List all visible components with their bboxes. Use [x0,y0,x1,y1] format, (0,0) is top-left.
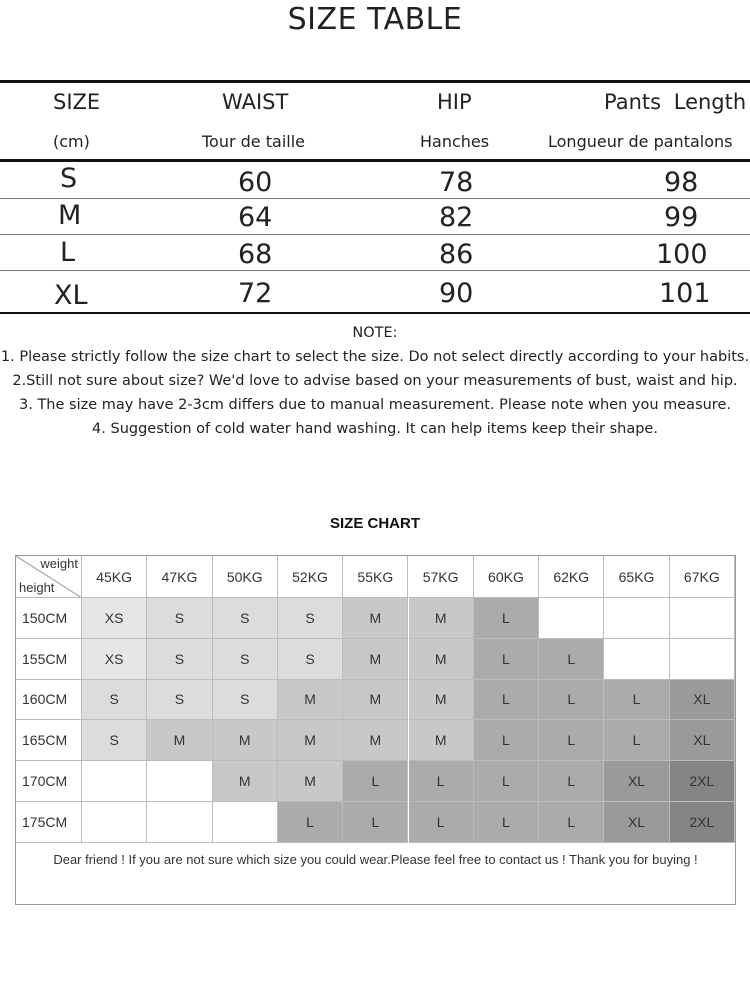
size-cell: M [278,680,343,721]
header-hip-fr: Hanches [420,132,490,151]
size-cell: M [213,720,278,761]
size-cell: S [147,680,212,721]
size-cell: L [278,802,343,843]
size-cell: M [213,761,278,802]
size-cell: L [604,720,669,761]
size-cell: M [278,720,343,761]
size-cell: L [409,802,474,843]
size-table-title: SIZE TABLE [287,2,463,37]
header-hip: HIP [437,90,472,114]
note-line: 4. Suggestion of cold water hand washing. It can help items keep their shape. [92,421,658,437]
size-cell [147,761,212,802]
size-cell: L [539,761,604,802]
size-cell: M [343,639,408,680]
size-cell: M [278,761,343,802]
size-cell: XS [82,639,147,680]
row-size: L [60,237,76,268]
header-pants-length: Pants Length [604,90,747,114]
row-waist: 68 [238,239,273,270]
size-cell: L [474,598,539,639]
size-chart-grid [15,555,736,905]
size-cell [82,802,147,843]
height-label: 170CM [16,761,82,802]
header-waist-fr: Tour de taille [202,132,305,151]
size-cell [604,598,669,639]
size-cell: L [474,639,539,680]
row-size: M [58,200,82,231]
size-chart-title: SIZE CHART [330,515,420,532]
size-cell: M [409,720,474,761]
chart-corner [16,556,82,598]
weight-header: 62KG [539,556,604,598]
size-cell: L [409,761,474,802]
row-hip: 90 [439,278,474,309]
size-cell [670,598,735,639]
size-cell [539,598,604,639]
header-pants-length-fr: Longueur de pantalons [548,132,733,151]
chart-footer-message: Dear friend ! If you are not sure which size you could wear.Please feel free to contact us ! Thank you for buying ! [53,852,698,867]
weight-header: 65KG [604,556,669,598]
header-size: SIZE [53,90,101,114]
row-hip: 78 [439,167,474,198]
size-cell: L [539,720,604,761]
table-bottom-rule [0,312,750,314]
header-size-unit: (cm) [53,132,90,151]
size-cell: L [343,802,408,843]
size-cell: S [213,680,278,721]
size-cell [213,802,278,843]
size-cell: M [147,720,212,761]
size-cell [604,639,669,680]
row-length: 101 [659,278,711,309]
weight-header: 57KG [409,556,474,598]
height-label: 150CM [16,598,82,639]
row-hip: 82 [439,202,474,233]
height-label: 160CM [16,680,82,721]
size-cell: M [409,639,474,680]
size-cell: L [474,802,539,843]
corner-height-label: height [19,580,55,595]
height-label: 165CM [16,720,82,761]
size-cell: L [474,680,539,721]
row-length: 99 [664,202,699,233]
row-waist: 60 [238,167,273,198]
table-top-rule [0,80,750,83]
height-label: 155CM [16,639,82,680]
size-cell [670,639,735,680]
note-line: 3. The size may have 2-3cm differs due to manual measurement. Please note when you measure. [19,397,731,413]
size-cell: S [147,598,212,639]
size-cell: L [474,761,539,802]
weight-header: 47KG [147,556,212,598]
size-cell: XL [604,802,669,843]
row-length: 98 [664,167,699,198]
size-cell: L [539,639,604,680]
size-cell: S [213,598,278,639]
size-cell: M [409,680,474,721]
size-cell: XL [604,761,669,802]
size-cell: L [539,680,604,721]
header-waist: WAIST [222,90,289,114]
weight-header: 50KG [213,556,278,598]
size-cell: L [343,761,408,802]
size-cell: M [343,720,408,761]
size-cell: L [539,802,604,843]
row-divider [0,234,750,235]
header-bottom-rule [0,159,750,162]
size-cell: M [409,598,474,639]
weight-header: 67KG [670,556,735,598]
size-cell: L [474,720,539,761]
size-cell: M [343,680,408,721]
weight-header: 45KG [82,556,147,598]
row-divider [0,198,750,199]
weight-header: 55KG [343,556,408,598]
height-label: 175CM [16,802,82,843]
weight-header: 52KG [278,556,343,598]
size-cell: L [604,680,669,721]
size-cell [82,761,147,802]
size-cell: S [82,720,147,761]
size-cell: S [82,680,147,721]
weight-header: 60KG [474,556,539,598]
size-cell: 2XL [670,802,735,843]
size-cell: S [147,639,212,680]
size-cell: M [343,598,408,639]
row-waist: 64 [238,202,273,233]
size-cell: S [278,639,343,680]
size-cell: 2XL [670,761,735,802]
row-size: XL [54,280,88,311]
size-cell: S [213,639,278,680]
note-line: 2.Still not sure about size? We'd love to advise based on your measurements of bust, waist and hip. [12,373,738,389]
corner-weight-label: weight [40,556,78,571]
size-cell: XL [670,720,735,761]
size-cell: S [278,598,343,639]
row-divider [0,270,750,271]
row-hip: 86 [439,239,474,270]
size-cell: XL [670,680,735,721]
size-cell [147,802,212,843]
notes-heading: NOTE: [352,325,398,341]
size-cell: XS [82,598,147,639]
row-waist: 72 [238,278,273,309]
row-size: S [60,163,78,194]
row-length: 100 [656,239,708,270]
note-line: 1. Please strictly follow the size chart to select the size. Do not select directly according to your habits. [0,349,750,365]
notes-section [0,321,750,441]
